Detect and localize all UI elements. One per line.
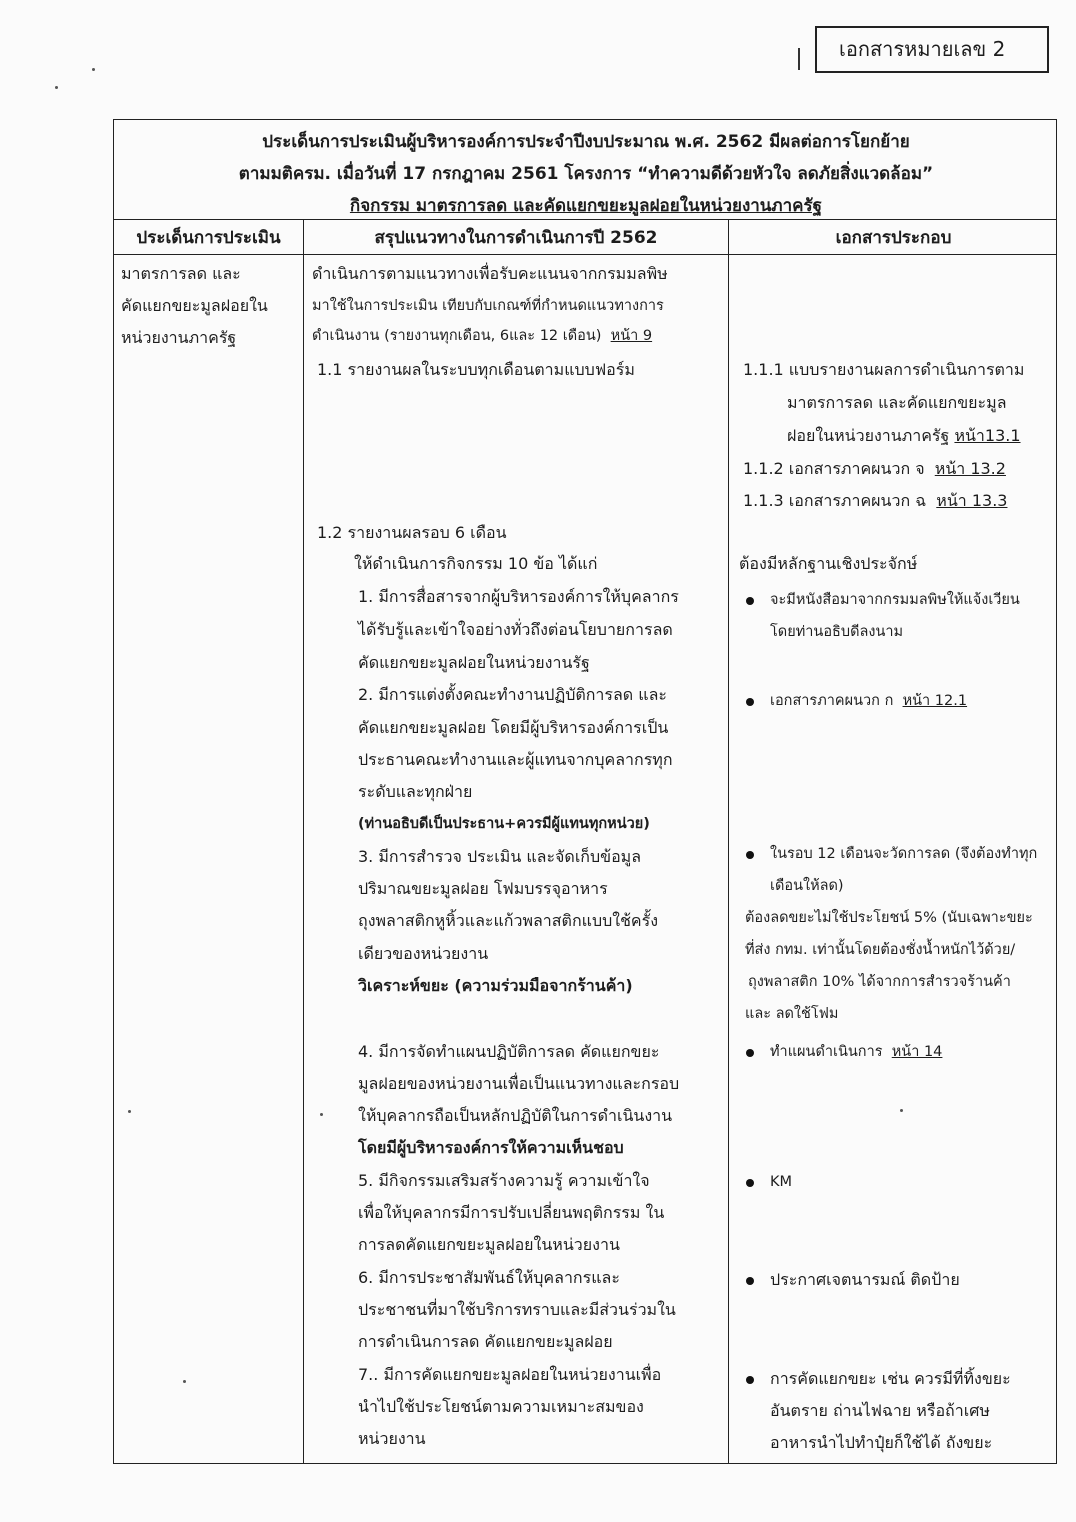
page-ref: หน้า 14 — [891, 1044, 943, 1060]
bullet — [746, 1376, 754, 1384]
item-7-line-3: หน่วยงาน — [358, 1429, 426, 1448]
item-3-line-3: ถุงพลาสติกหูหิ้วและแก้วพลาสติกแบบใช้ครั้ง — [358, 911, 659, 930]
summary-intro-1: ดำเนินการตามแนวทางเพื่อรับคะแนนจากกรมมลพิษ — [312, 264, 668, 283]
bullet — [746, 851, 754, 859]
page-ref: หน้า 13.2 — [934, 459, 1006, 478]
bullet — [746, 698, 754, 706]
evidence-4 — [770, 1042, 942, 1062]
evidence-3-line-3: ต้องลดขยะไม่ใช้ประโยชน์ 5% (นับเฉพาะขยะ — [745, 910, 1033, 926]
evidence-1-line-1: จะมีหนังสือมาจากกรมมลพิษให้แจ้งเวียน — [770, 592, 1020, 608]
evidence-4-text: ทำแผนดำเนินการ — [770, 1044, 883, 1060]
item-6-line-2: ประชาชนที่มาใช้บริการทราบและมีส่วนร่วมใน — [358, 1300, 676, 1319]
document-number-box: เอกสารหมายเลข 2 — [815, 26, 1049, 73]
doc-1-1-1-line-1: 1.1.1 แบบรายงานผลการดำเนินการตาม — [743, 360, 1025, 379]
activity-title: กิจกรรม มาตรการลด และคัดแยกขยะมูลฝอยในหน่วยงานภาครัฐ — [349, 196, 823, 216]
bullet — [746, 1179, 754, 1187]
doc-1-1-3-text: 1.1.3 เอกสารภาคผนวก ฉ — [743, 491, 927, 510]
evidence-6: ประกาศเจตนารมณ์ ติดป้าย — [770, 1270, 960, 1289]
title-line-3 — [114, 192, 1058, 219]
item-3-line-4: เดียวของหน่วยงาน — [358, 944, 489, 963]
evidence-1-line-2: โดยท่านอธิบดีลงนาม — [770, 624, 904, 640]
doc-1-1-2 — [743, 459, 1006, 479]
evidence-3-line-5: ถุงพลาสติก 10% ได้จากการสำรวจร้านค้า — [748, 974, 1011, 990]
section-1-2-sub: ให้ดำเนินการกิจกรรม 10 ข้อ ได้แก่ — [354, 554, 598, 573]
evidence-2-text: เอกสารภาคผนวก ก — [770, 693, 894, 709]
scan-speck — [183, 1380, 186, 1383]
item-7-line-2: นำไปใช้ประโยชน์ตามความเหมาะสมของ — [358, 1397, 644, 1416]
section-1-1: 1.1 รายงานผลในระบบทุกเดือนตามแบบฟอร์ม — [317, 360, 635, 379]
item-1-line-1: 1. มีการสื่อสารจากผู้บริหารองค์การให้บุคลากร — [358, 587, 679, 606]
item-4-line-1: 4. มีการจัดทำแผนปฏิบัติการลด คัดแยกขยะ — [358, 1042, 660, 1061]
evidence-3-line-6: และ ลดใช้โฟม — [745, 1006, 839, 1022]
header-top-rule — [114, 219, 1056, 220]
scan-speck — [92, 68, 95, 71]
item-5-line-2: เพื่อให้บุคลากรมีการปรับเปลี่ยนพฤติกรรม ใน — [358, 1203, 665, 1222]
evidence-3-line-1: ในรอบ 12 เดือนจะวัดการลด (จึงต้องทำทุก — [770, 846, 1038, 862]
issue-line-2: คัดแยกขยะมูลฝอยใน — [121, 296, 268, 315]
section-1-2: 1.2 รายงานผลรอบ 6 เดือน — [317, 523, 507, 542]
page-ref: หน้า13.1 — [954, 426, 1021, 445]
bullet — [746, 1277, 754, 1285]
header-bottom-rule — [114, 254, 1056, 255]
item-6-line-1: 6. มีการประชาสัมพันธ์ให้บุคลากรและ — [358, 1268, 620, 1287]
margin-tick — [798, 48, 800, 70]
doc-1-1-2-text: 1.1.2 เอกสารภาคผนวก จ — [743, 459, 925, 478]
column-header-issue: ประเด็นการประเมิน — [136, 228, 281, 248]
scan-speck — [900, 1109, 903, 1112]
item-5-line-3: การลดคัดแยกขยะมูลฝอยในหน่วยงาน — [358, 1235, 620, 1254]
item-2-line-4: ระดับและทุกฝ่าย — [358, 782, 473, 801]
title-line-1: ประเด็นการประเมินผู้บริหารองค์การประจำปีงบประมาณ พ.ศ. 2562 มีผลต่อการโยกย้าย — [262, 132, 910, 152]
column-divider-2 — [728, 220, 729, 1463]
summary-intro-3-text: ดำเนินงาน (รายงานทุกเดือน, 6และ 12 เดือน) — [312, 328, 602, 344]
title-line-2: ตามมติครม. เมื่อวันที่ 17 กรกฎาคม 2561 โครงการ “ทำความดีด้วยหัวใจ ลดภัยสิ่งแวดล้อม” — [238, 164, 934, 184]
item-2-line-3: ประธานคณะทำงานและผู้แทนจากบุคลากรทุก — [358, 750, 673, 769]
bullet — [746, 1049, 754, 1057]
item-4-line-3: ให้บุคลากรถือเป็นหลักปฏิบัติในการดำเนินงาน — [358, 1106, 673, 1125]
evidence-2 — [770, 691, 967, 711]
evidence-7-line-3: อาหารนำไปทำปุ๋ยก็ใช้ได้ ถังขยะ — [770, 1433, 993, 1452]
column-header-documents: เอกสารประกอบ — [835, 228, 952, 248]
evidence-3-line-4: ที่ส่ง กทม. เท่านั้นโดยต้องชั่งน้ำหนักไว้ด้วย/ — [745, 942, 1016, 958]
evidence-7-line-1: การคัดแยกขยะ เช่น ควรมีที่ทิ้งขยะ — [770, 1369, 1011, 1388]
doc-1-1-1-text: ฝอยในหน่วยงานภาครัฐ — [787, 426, 950, 445]
doc-1-1-1-line-2: มาตรการลด และคัดแยกขยะมูล — [787, 393, 1007, 412]
item-2-line-1: 2. มีการแต่งตั้งคณะทำงานปฏิบัติการลด และ — [358, 685, 667, 704]
bullet — [746, 597, 754, 605]
item-5-line-1: 5. มีกิจกรรมเสริมสร้างความรู้ ความเข้าใจ — [358, 1171, 650, 1190]
page-ref: หน้า 9 — [610, 328, 653, 344]
evidence-3-line-2: เดือนให้ลด) — [770, 878, 844, 894]
column-divider-1 — [303, 220, 304, 1463]
item-4-line-2: มูลฝอยของหน่วยงานเพื่อเป็นแนวทางและกรอบ — [358, 1074, 680, 1093]
summary-intro-3 — [312, 326, 652, 346]
evidence-7-line-2: อันตราย ถ่านไฟฉาย หรือถ้าเศษ — [770, 1401, 990, 1420]
scan-speck — [320, 1113, 323, 1116]
item-7-line-1: 7.. มีการคัดแยกขยะมูลฝอยในหน่วยงานเพื่อ — [358, 1365, 662, 1384]
item-2-line-2: คัดแยกขยะมูลฝอย โดยมีผู้บริหารองค์การเป็น — [358, 718, 669, 737]
issue-line-3: หน่วยงานภาครัฐ — [121, 328, 237, 347]
page-ref: หน้า 13.3 — [936, 491, 1008, 510]
item-1-line-2: ได้รับรู้และเข้าใจอย่างทั่วถึงต่อนโยบายการลด — [358, 620, 673, 639]
scan-speck — [128, 1110, 131, 1113]
item-3-line-2: ปริมาณขยะมูลฝอย โฟมบรรจุอาหาร — [358, 879, 608, 898]
evidence-5: KM — [770, 1174, 793, 1190]
doc-1-1-3 — [743, 491, 1007, 511]
item-4-line-4: โดยมีผู้บริหารองค์การให้ความเห็นชอบ — [358, 1138, 624, 1157]
issue-line-1: มาตรการลด และ — [121, 264, 241, 283]
item-3-line-1: 3. มีการสำรวจ ประเมิน และจัดเก็บข้อมูล — [358, 847, 642, 866]
assessment-table — [113, 119, 1057, 1464]
item-1-line-3: คัดแยกขยะมูลฝอยในหน่วยงานรัฐ — [358, 653, 590, 672]
scan-speck — [55, 86, 58, 89]
doc-1-1-1-line-3 — [787, 426, 1021, 446]
summary-intro-2: มาใช้ในการประเมิน เทียบกับเกณฑ์ที่กำหนดแนวทางการ — [312, 298, 664, 314]
item-3-note: วิเคราะห์ขยะ (ความร่วมมือจากร้านค้า) — [358, 976, 633, 995]
evidence-heading: ต้องมีหลักฐานเชิงประจักษ์ — [739, 554, 918, 573]
item-6-line-3: การดำเนินการลด คัดแยกขยะมูลฝอย — [358, 1332, 613, 1351]
item-2-note: (ท่านอธิบดีเป็นประธาน+ควรมีผู้แทนทุกหน่วย) — [358, 816, 650, 832]
column-header-summary: สรุปแนวทางในการดำเนินการปี 2562 — [374, 228, 658, 248]
page-ref: หน้า 12.1 — [902, 693, 968, 709]
